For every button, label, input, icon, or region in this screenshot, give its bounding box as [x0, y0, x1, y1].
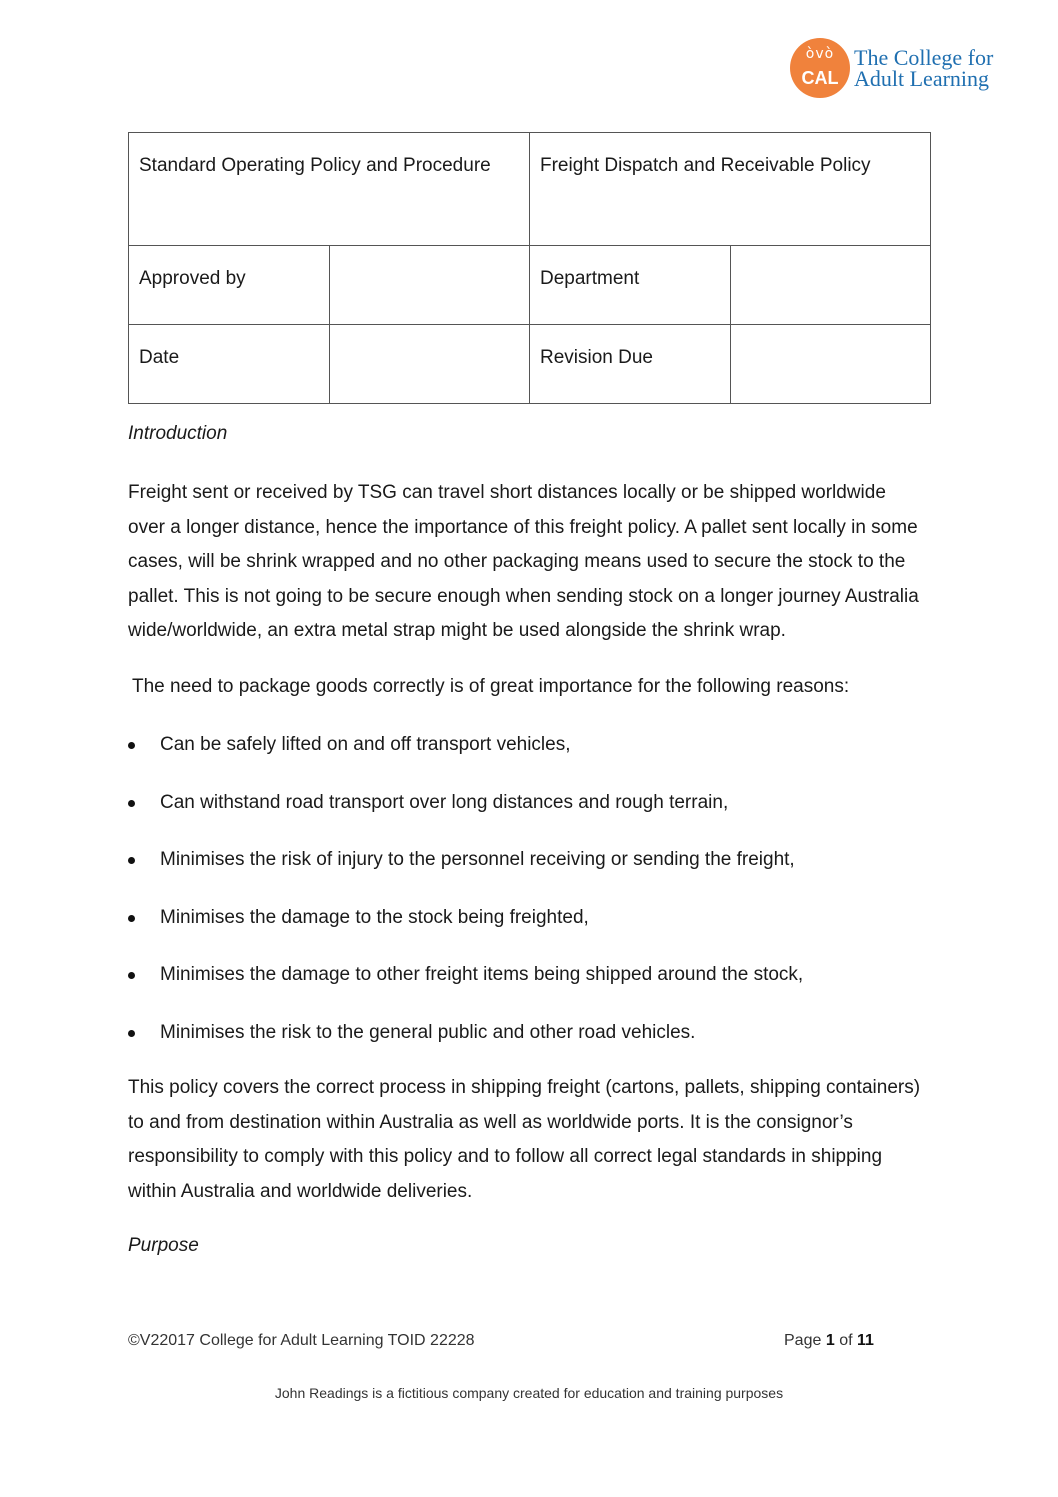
owl-icon: [790, 38, 850, 98]
list-item: Minimises the risk of injury to the personnel receiving or sending the freight,: [128, 843, 928, 901]
list-item: Can withstand road transport over long distances and rough terrain,: [128, 786, 928, 844]
sop-label-cell: [129, 133, 530, 246]
list-item: Minimises the damage to the stock being freighted,: [128, 901, 928, 959]
reasons-lead: The need to package goods correctly is of great importance for the following reasons:: [132, 676, 850, 697]
college-logo: [790, 38, 993, 98]
introduction-heading: Introduction: [128, 423, 228, 444]
intro-paragraph: Freight sent or received by TSG can travel short distances locally or be shipped worldwide over a longer distance, hence the importance of this freight policy. A pallet sent locally in some cases, will be shrink wrapped and no other packaging means used to secure the stock to the pallet. This is not going to be secure enough when sending stock on a longer journey Australia wide/worldwide, an extra metal strap might be used alongside the shrink wrap.: [128, 482, 919, 641]
footer-copyright: ©V22017 College for Adult Learning TOID 22228: [128, 1332, 475, 1349]
logo-line-1: The College for: [854, 45, 994, 70]
approved-by-label: Approved by: [129, 246, 330, 325]
logo-line-2: Adult Learning: [854, 66, 990, 91]
date-value: [329, 325, 530, 404]
bullet-icon: [128, 972, 135, 979]
current-page: 1: [825, 1332, 835, 1349]
department-label: Department: [530, 246, 731, 325]
department-value: [730, 246, 931, 325]
bullet-icon: [128, 742, 135, 749]
list-item: Can be safely lifted on and off transport vehicles,: [128, 728, 928, 786]
revision-due-value: [730, 325, 931, 404]
reasons-list: [128, 728, 928, 1073]
logo-abbreviation: CAL: [801, 68, 839, 88]
coverage-paragraph: This policy covers the correct process in shipping freight (cartons, pallets, shipping containers) to and from destination within Australia as well as worldwide ports. It is the consignor’s responsibility to comply with this policy and to follow all correct legal standards in shipping within Australia and worldwide deliveries.: [128, 1077, 921, 1202]
list-item: Minimises the risk to the general public and other road vehicles.: [128, 1016, 928, 1074]
logo-wordmark: [854, 47, 993, 89]
policy-title: Freight Dispatch and Receivable Policy: [540, 155, 871, 176]
approved-by-value: [329, 246, 530, 325]
page-number: Page 1 of 11: [784, 1332, 874, 1349]
bullet-icon: [128, 800, 135, 807]
purpose-heading: Purpose: [128, 1235, 199, 1256]
bullet-icon: [128, 1030, 135, 1037]
policy-title-cell: [530, 133, 931, 246]
bullet-icon: [128, 915, 135, 922]
footer-disclaimer: John Readings is a fictitious company created for education and training purposes: [274, 1385, 784, 1401]
date-label: Date: [129, 325, 330, 404]
list-item: Minimises the damage to other freight items being shipped around the stock,: [128, 958, 928, 1016]
policy-header-table: [128, 132, 931, 404]
bullet-icon: [128, 857, 135, 864]
sop-label: Standard Operating Policy and Procedure: [139, 155, 491, 176]
total-pages: 11: [856, 1332, 874, 1349]
revision-due-label: Revision Due: [530, 325, 731, 404]
owl-eyes-glyph: òvò: [805, 46, 835, 62]
